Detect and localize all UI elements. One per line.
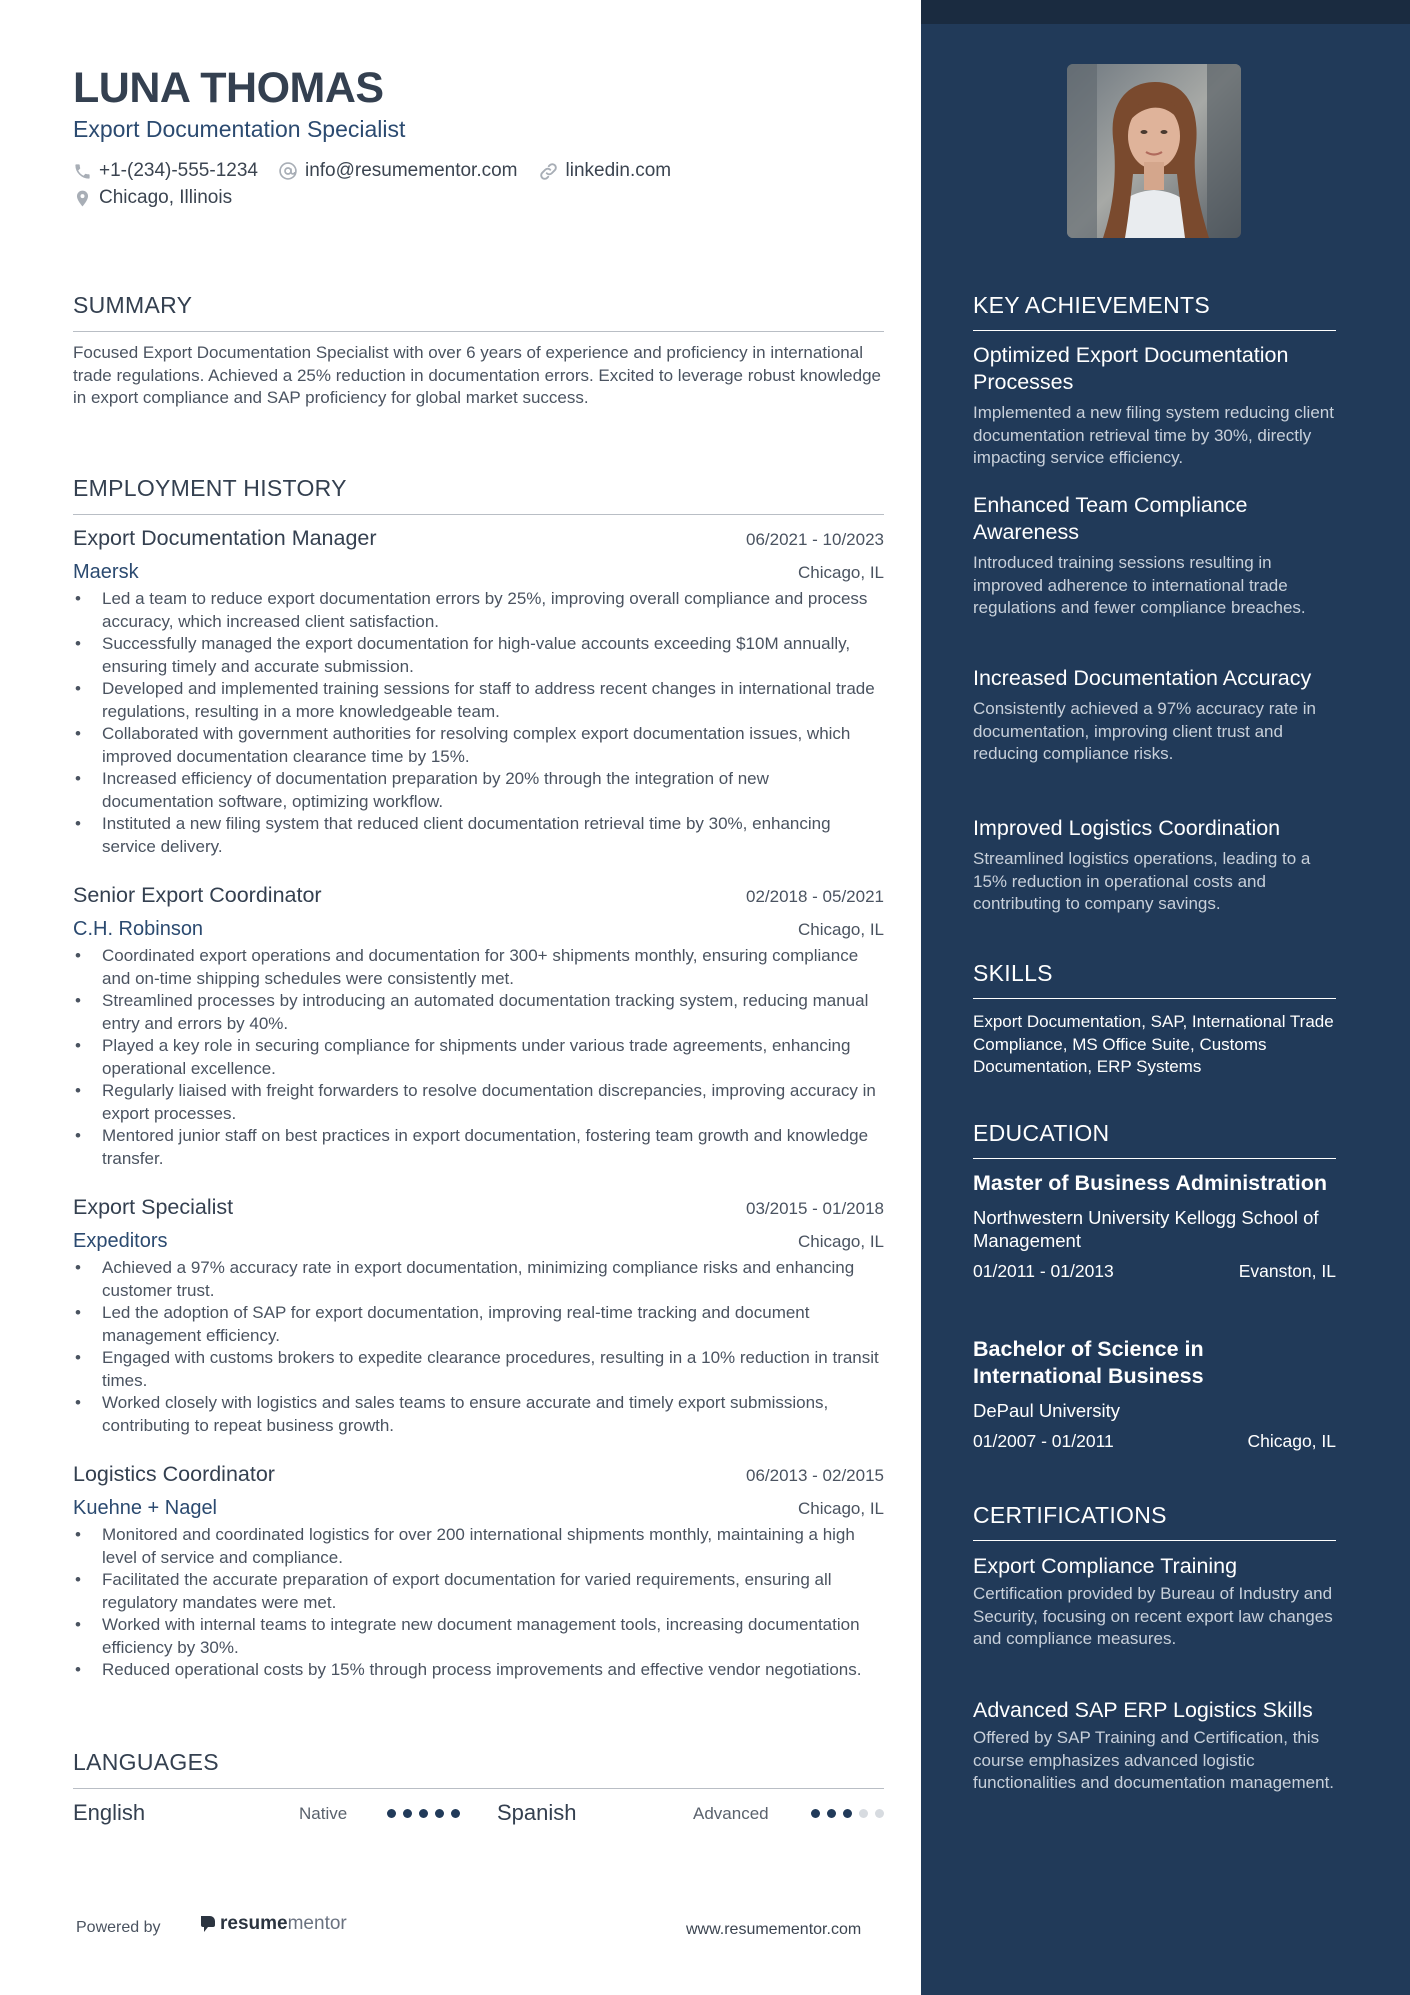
job-bullets (73, 1257, 884, 1437)
job-location: Chicago, IL (798, 1499, 884, 1518)
job-bullet: • Facilitated the accurate preparation of export documentation for varied requirements, ensuring all regulatory mandates were met. (73, 1569, 884, 1614)
language-rating (387, 1809, 467, 1818)
job-title: Logistics Coordinator (73, 1462, 275, 1486)
achievement-description: Introduced training sessions resulting in improved adherence to international trade regulations and fewer compliance breaches. (973, 553, 1306, 617)
job-dates: 06/2013 - 02/2015 (745, 1466, 884, 1485)
job-entry (73, 1462, 884, 1682)
candidate-name: LUNA THOMAS (73, 64, 384, 112)
education-item (973, 1336, 1336, 1452)
job-bullets (73, 945, 884, 1170)
achievement-title: Increased Documentation Accuracy (973, 666, 1312, 690)
job-bullet: • Instituted a new filing system that reduced client documentation retrieval time by 30%, enhancing service delivery. (73, 813, 884, 858)
job-bullets (73, 588, 884, 858)
job-dates: 06/2021 - 10/2023 (745, 530, 884, 549)
linkedin-text: linkedin.com (565, 160, 672, 181)
job-title: Export Specialist (73, 1195, 234, 1219)
job-bullet: • Mentored junior staff on best practices in export documentation, fostering team growth and knowledge transfer. (73, 1125, 884, 1170)
language-rating (811, 1809, 891, 1818)
job-bullet: • Streamlined processes by introducing an automated documentation tracking system, reducing manual entry and errors by 40%. (73, 990, 884, 1035)
achievement-item (973, 665, 1336, 766)
rating-dot-filled (387, 1809, 396, 1818)
job-bullet: • Led the adoption of SAP for export documentation, improving real-time tracking and document management efficiency. (73, 1302, 884, 1347)
job-dates: 02/2018 - 05/2021 (745, 887, 884, 906)
job-bullet: • Engaged with customs brokers to expedite clearance procedures, resulting in a 10% reduction in transit times. (73, 1347, 884, 1392)
logo-text-bold: resume (220, 1913, 288, 1934)
job-bullet: • Developed and implemented training sessions for staff to address recent changes in international trade regulations, resulting in a more knowledgeable team. (73, 678, 884, 723)
job-bullet: • Worked with internal teams to integrate new document management tools, increasing documentation efficiency by 30%. (73, 1614, 884, 1659)
languages-heading: LANGUAGES (73, 1749, 884, 1789)
contact-phone[interactable] (73, 160, 258, 182)
email-text: info@resumementor.com (304, 160, 518, 181)
powered-by-text: Powered by (76, 1919, 161, 1936)
rating-dot-empty (859, 1809, 868, 1818)
certification-description: Certification provided by Bureau of Industry and Security, focusing on recent export law changes and compliance measures. (973, 1584, 1333, 1648)
education-dates: 01/2007 - 01/2011 (973, 1431, 1114, 1451)
achievement-title: Optimized Export Documentation Processes (973, 343, 1289, 394)
company-name: Maersk (73, 561, 139, 583)
achievement-item (973, 815, 1336, 916)
education-degree: Bachelor of Science in International Business (973, 1337, 1204, 1388)
job-bullet: • Successfully managed the export documentation for high-value accounts exceeding $10M annually, ensuring timely and accurate submission. (73, 633, 884, 678)
job-bullet: • Reduced operational costs by 15% through process improvements and effective vendor negotiations. (73, 1659, 884, 1682)
achievements-heading: KEY ACHIEVEMENTS (973, 292, 1336, 331)
job-bullet: • Coordinated export operations and documentation for 300+ shipments monthly, ensuring compliance and on-time shipping schedules were consistently met. (73, 945, 884, 990)
language-level: Advanced (693, 1804, 769, 1823)
logo-text-light: mentor (287, 1913, 347, 1934)
location-text: Chicago, Illinois (99, 187, 233, 208)
certification-description: Offered by SAP Training and Certification, this course emphasizes advanced logistic functionalities and documentation management. (973, 1728, 1335, 1792)
company-name: C.H. Robinson (73, 918, 204, 940)
job-location: Chicago, IL (798, 1232, 884, 1251)
achievement-item (973, 342, 1336, 470)
company-name: Kuehne + Nagel (73, 1497, 218, 1519)
summary-text: Focused Export Documentation Specialist with over 6 years of experience and proficiency in international trade regulations. Achieved a 25% reduction in documentation errors. Excited to leverage robust knowledge in export compliance and SAP proficiency for global market success. (73, 343, 881, 407)
certification-item (973, 1697, 1336, 1795)
job-bullet: • Regularly liaised with freight forwarders to resolve documentation discrepancies, improving accuracy in export processes. (73, 1080, 884, 1125)
sidebar-top-band (921, 0, 1410, 24)
job-bullet: • Monitored and coordinated logistics for over 200 international shipments monthly, maintaining a high level of service and compliance. (73, 1524, 884, 1569)
contact-location (73, 187, 232, 209)
job-title: Export Documentation Manager (73, 526, 377, 550)
contact-linkedin[interactable] (538, 160, 672, 182)
certification-item (973, 1553, 1336, 1651)
resumementor-logo-icon (199, 1914, 217, 1934)
job-title: Senior Export Coordinator (73, 883, 322, 907)
job-location: Chicago, IL (798, 563, 884, 582)
employment-heading: EMPLOYMENT HISTORY (73, 475, 884, 515)
languages-row (73, 1800, 884, 1830)
job-entry (73, 526, 884, 858)
company-name: Expeditors (73, 1230, 168, 1252)
contact-location-row (73, 187, 252, 209)
rating-dot-filled (811, 1809, 820, 1818)
at-icon (278, 161, 298, 181)
education-school: Northwestern University Kellogg School of Management (973, 1207, 1319, 1251)
rating-dot-empty (875, 1809, 884, 1818)
achievement-title: Improved Logistics Coordination (973, 816, 1281, 840)
job-bullet: • Collaborated with government authorities for resolving complex export documentation issues, which improved documentation clearance time by 15%. (73, 723, 884, 768)
rating-dot-filled (435, 1809, 444, 1818)
achievement-item (973, 492, 1336, 620)
resumementor-logo[interactable] (199, 1913, 347, 1935)
contact-row (73, 160, 691, 182)
phone-icon (73, 162, 92, 181)
education-degree: Master of Business Administration (973, 1171, 1328, 1195)
education-location: Evanston, IL (1238, 1261, 1336, 1281)
achievement-description: Streamlined logistics operations, leading to a 15% reduction in operational costs and contributing to company savings. (973, 849, 1311, 913)
achievement-description: Consistently achieved a 97% accuracy rate in documentation, improving client trust and reducing compliance risks. (973, 699, 1317, 763)
education-heading: EDUCATION (973, 1120, 1336, 1159)
education-location: Chicago, IL (1247, 1431, 1336, 1451)
language-level: Native (299, 1804, 348, 1823)
education-item (973, 1170, 1336, 1282)
skills-heading: SKILLS (973, 960, 1336, 999)
education-school: DePaul University (973, 1400, 1121, 1421)
achievement-description: Implemented a new filing system reducing client documentation retrieval time by 30%, directly impacting service efficiency. (973, 403, 1334, 467)
summary-heading: SUMMARY (73, 292, 884, 332)
rating-dot-filled (451, 1809, 460, 1818)
location-pin-icon (73, 188, 92, 209)
job-location: Chicago, IL (798, 920, 884, 939)
achievement-title: Enhanced Team Compliance Awareness (973, 493, 1248, 544)
rating-dot-filled (827, 1809, 836, 1818)
rating-dot-filled (403, 1809, 412, 1818)
job-bullet: • Achieved a 97% accuracy rate in export documentation, minimizing compliance risks and enhancing customer trust. (73, 1257, 884, 1302)
job-dates: 03/2015 - 01/2018 (745, 1199, 884, 1218)
rating-dot-filled (843, 1809, 852, 1818)
job-entry (73, 1195, 884, 1437)
profile-photo (1067, 64, 1241, 238)
footer-url[interactable]: www.resumementor.com (686, 1921, 862, 1938)
link-icon (538, 161, 559, 182)
job-bullets (73, 1524, 884, 1682)
certification-title: Advanced SAP ERP Logistics Skills (973, 1698, 1313, 1722)
job-entry (73, 883, 884, 1170)
certification-title: Export Compliance Training (973, 1554, 1238, 1578)
candidate-title: Export Documentation Specialist (73, 116, 406, 142)
education-dates: 01/2011 - 01/2013 (973, 1261, 1114, 1281)
job-bullet: • Increased efficiency of documentation preparation by 20% through the integration of new documentation software, optimizing workflow. (73, 768, 884, 813)
phone-text: +1-(234)-555-1234 (99, 160, 258, 181)
language-name: English (73, 1800, 146, 1825)
contact-email[interactable] (278, 160, 518, 182)
rating-dot-filled (419, 1809, 428, 1818)
job-bullet: • Led a team to reduce export documentation errors by 25%, improving overall compliance and process accuracy, which increased client satisfaction. (73, 588, 884, 633)
job-bullet: • Worked closely with logistics and sales teams to ensure accurate and timely export submissions, contributing to repeat business growth. (73, 1392, 884, 1437)
certifications-heading: CERTIFICATIONS (973, 1502, 1336, 1541)
skills-text: Export Documentation, SAP, International Trade Compliance, MS Office Suite, Customs Documentation, ERP Systems (973, 1012, 1334, 1076)
language-name: Spanish (497, 1800, 577, 1825)
job-bullet: • Played a key role in securing compliance for shipments under various trade agreements, enhancing operational excellence. (73, 1035, 884, 1080)
